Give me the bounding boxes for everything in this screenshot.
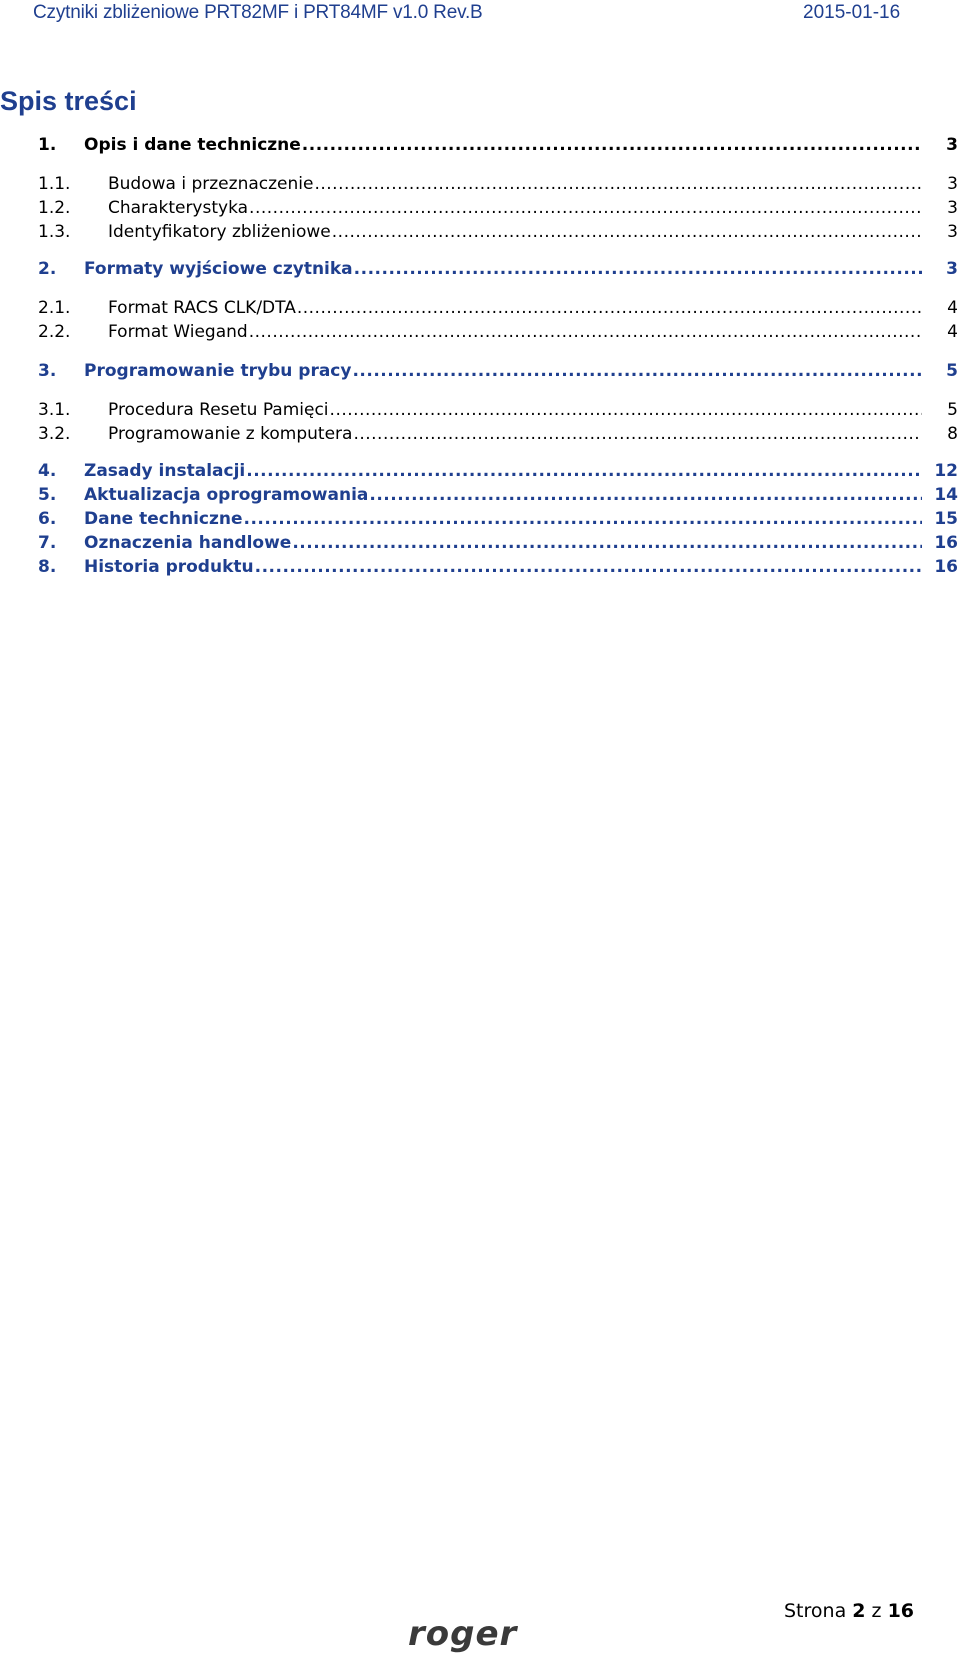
toc-entry[interactable] bbox=[38, 194, 958, 218]
toc-leader-dots bbox=[297, 298, 922, 318]
toc-entry-number: 2.2. bbox=[38, 322, 71, 342]
toc-entry-number: 4. bbox=[38, 461, 57, 481]
toc-entry-number: 6. bbox=[38, 509, 57, 529]
page-header bbox=[0, 0, 960, 30]
toc-entry-title: Programowanie z komputera bbox=[108, 424, 353, 444]
toc-entry-number: 5. bbox=[38, 485, 57, 505]
toc-leader-dots bbox=[369, 485, 922, 505]
page-separator: z bbox=[871, 1600, 882, 1622]
toc-entry-number: 2. bbox=[38, 259, 57, 279]
toc-entry-title: Identyfikatory zbliżeniowe bbox=[108, 222, 331, 242]
toc-leader-dots bbox=[246, 461, 922, 481]
toc-entry-page: 3 bbox=[946, 135, 958, 155]
toc-entry-page: 5 bbox=[946, 361, 958, 381]
toc-entry[interactable] bbox=[38, 170, 958, 194]
toc-leader-dots bbox=[352, 361, 922, 381]
toc-entry-title: Charakterystyka bbox=[108, 198, 249, 218]
toc-leader-dots bbox=[332, 222, 922, 242]
toc-entry-page: 14 bbox=[934, 485, 958, 505]
toc-entry-number: 1.3. bbox=[38, 222, 71, 242]
toc-entry[interactable] bbox=[38, 218, 958, 242]
toc-entry-title: Procedura Resetu Pamięci bbox=[108, 400, 329, 420]
toc-entry-title: Programowanie trybu pracy bbox=[84, 361, 352, 381]
toc-entry[interactable] bbox=[38, 420, 958, 444]
toc-leader-dots bbox=[249, 322, 922, 342]
roger-logo: roger bbox=[408, 1614, 518, 1654]
document-title: Czytniki zbliżeniowe PRT82MF i PRT84MF v1.0 Rev.B bbox=[33, 2, 483, 23]
toc-leader-dots bbox=[292, 533, 922, 553]
toc-entry-page: 3 bbox=[947, 198, 958, 218]
toc-entry-title: Dane techniczne bbox=[84, 509, 243, 529]
toc-entry[interactable] bbox=[38, 457, 958, 481]
toc-entry[interactable] bbox=[38, 318, 958, 342]
toc-entry-number: 1.1. bbox=[38, 174, 71, 194]
toc-entry[interactable] bbox=[38, 255, 958, 279]
toc-entry[interactable] bbox=[38, 357, 958, 381]
toc-entry-page: 12 bbox=[934, 461, 958, 481]
toc-entry-page: 5 bbox=[947, 400, 958, 420]
toc-entry[interactable] bbox=[38, 481, 958, 505]
toc-entry-title: Aktualizacja oprogramowania bbox=[84, 485, 369, 505]
toc-entry-title: Historia produktu bbox=[84, 557, 254, 577]
toc-entry-number: 1. bbox=[38, 135, 57, 155]
toc-leader-dots bbox=[314, 174, 922, 194]
toc-entry-number: 1.2. bbox=[38, 198, 71, 218]
toc-entry-title: Opis i dane techniczne bbox=[84, 135, 301, 155]
toc-entry-number: 8. bbox=[38, 557, 57, 577]
toc-entry-title: Budowa i przeznaczenie bbox=[108, 174, 314, 194]
current-page: 2 bbox=[852, 1600, 866, 1622]
toc-entry-number: 3.2. bbox=[38, 424, 71, 444]
toc-entry[interactable] bbox=[38, 529, 958, 553]
toc-entry-title: Format RACS CLK/DTA bbox=[108, 298, 296, 318]
toc-entry-title: Zasady instalacji bbox=[84, 461, 246, 481]
toc-leader-dots bbox=[330, 400, 922, 420]
toc-entry-page: 8 bbox=[947, 424, 958, 444]
document-date: 2015-01-16 bbox=[803, 2, 901, 23]
toc-leader-dots bbox=[302, 135, 922, 155]
toc-entry[interactable] bbox=[38, 553, 958, 577]
toc-entry-page: 3 bbox=[947, 174, 958, 194]
toc-entry-number: 2.1. bbox=[38, 298, 71, 318]
toc-heading: Spis treści bbox=[0, 86, 137, 116]
toc-leader-dots bbox=[353, 424, 922, 444]
toc-leader-dots bbox=[249, 198, 922, 218]
toc-entry-number: 3. bbox=[38, 361, 57, 381]
toc-entry-page: 16 bbox=[934, 533, 958, 553]
total-pages: 16 bbox=[887, 1600, 915, 1622]
toc-entry[interactable] bbox=[38, 131, 958, 155]
toc-leader-dots bbox=[354, 259, 922, 279]
toc-entry-page: 3 bbox=[946, 259, 958, 279]
toc-leader-dots bbox=[244, 509, 922, 529]
toc-entry[interactable] bbox=[38, 505, 958, 529]
toc-entry-title: Format Wiegand bbox=[108, 322, 248, 342]
toc-entry-page: 4 bbox=[947, 298, 958, 318]
toc-entry-number: 3.1. bbox=[38, 400, 71, 420]
toc-entry-number: 7. bbox=[38, 533, 57, 553]
page-prefix: Strona bbox=[784, 1600, 847, 1622]
toc-entry-page: 15 bbox=[934, 509, 958, 529]
page-number bbox=[784, 1600, 914, 1622]
toc-entry[interactable] bbox=[38, 396, 958, 420]
toc-entry-title: Oznaczenia handlowe bbox=[84, 533, 292, 553]
toc-entry-page: 3 bbox=[947, 222, 958, 242]
toc-entry[interactable] bbox=[38, 294, 958, 318]
toc-entry-title: Formaty wyjściowe czytnika bbox=[84, 259, 353, 279]
toc-entry-page: 4 bbox=[947, 322, 958, 342]
toc-entry-page: 16 bbox=[934, 557, 958, 577]
toc-leader-dots bbox=[255, 557, 922, 577]
